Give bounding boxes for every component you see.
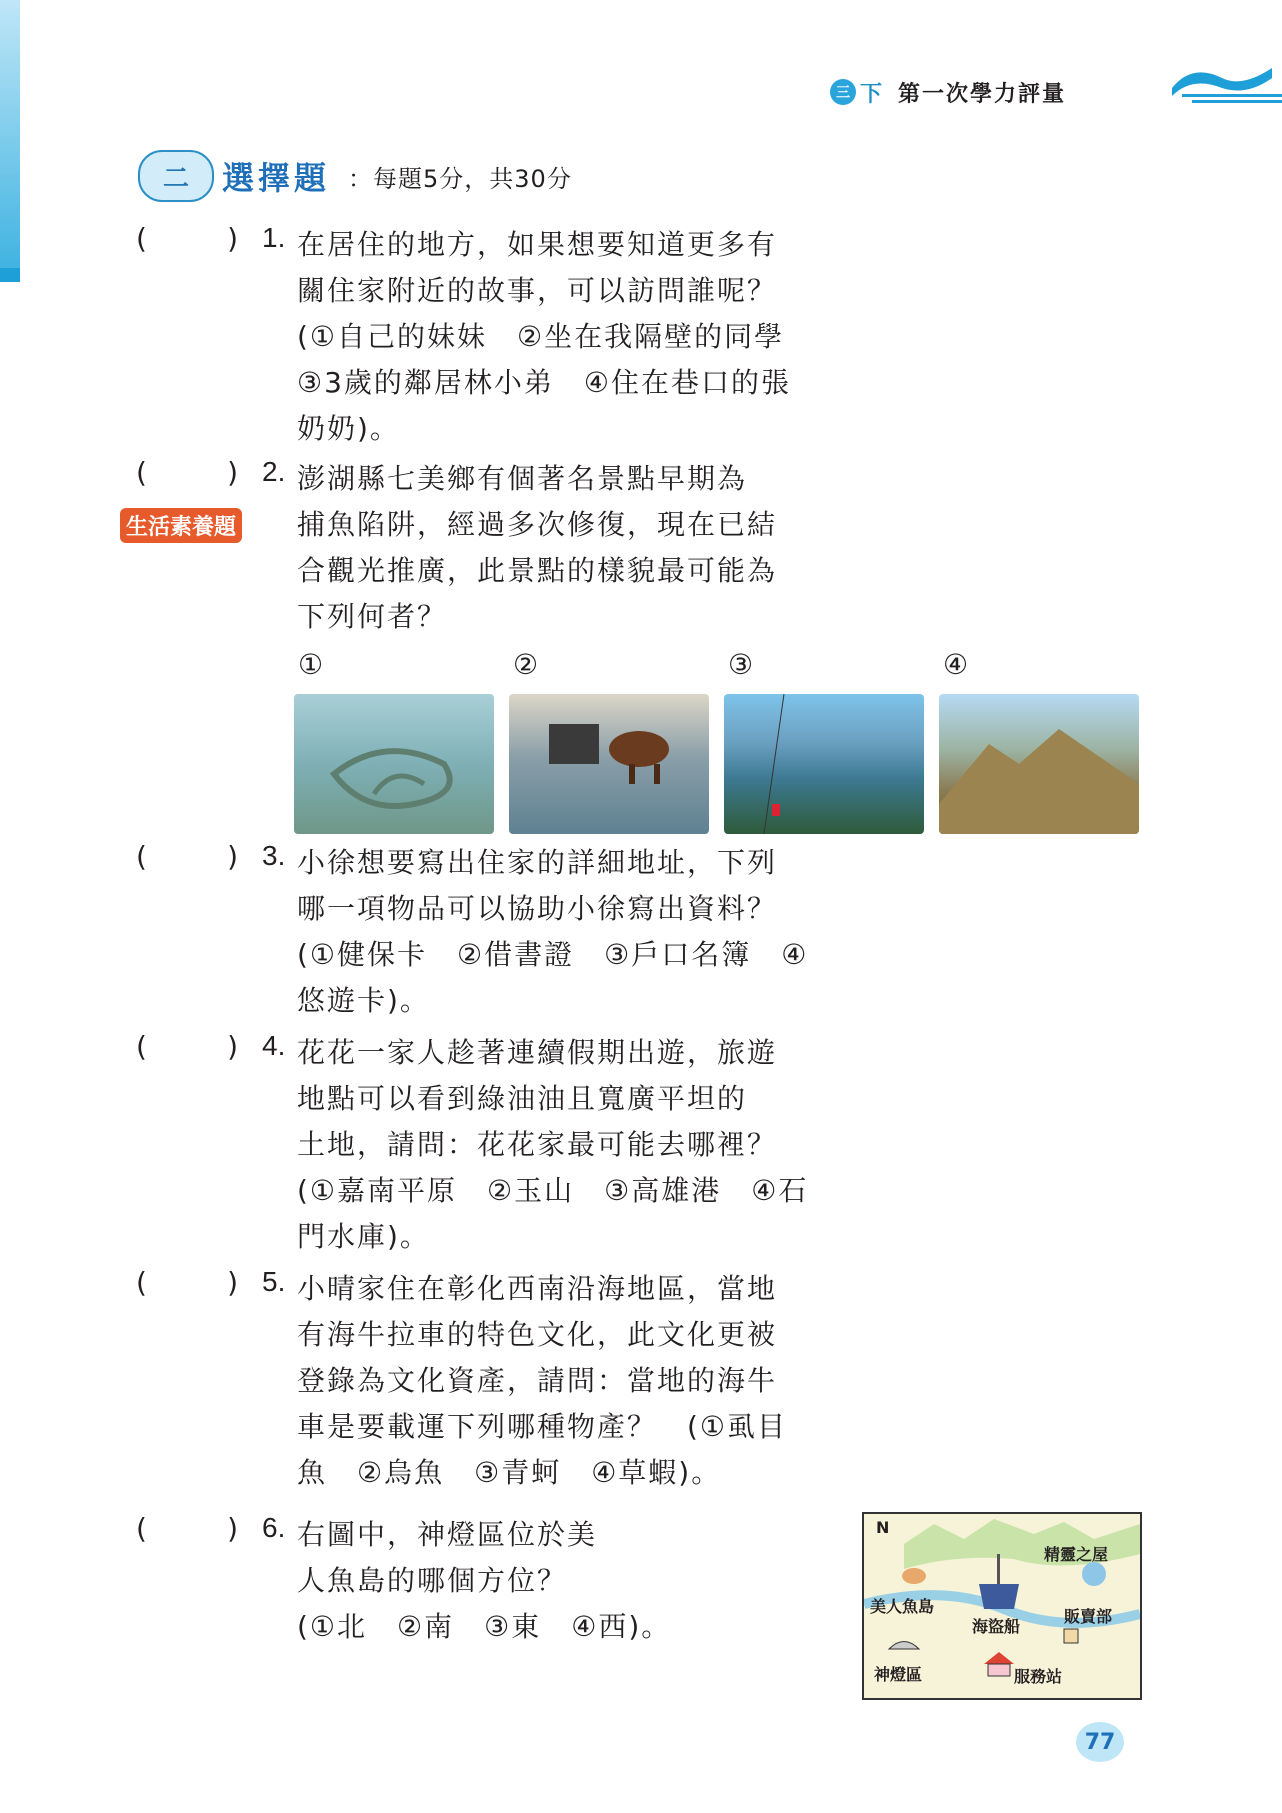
- question-line: 哪一項物品可以協助小徐寫出資料？: [297, 892, 778, 925]
- map-label-spirit-house: 精靈之屋: [1044, 1545, 1109, 1564]
- photo-options: [294, 694, 1140, 834]
- question-text: [297, 222, 1143, 452]
- question-line: 右圖中，神燈區位於美: [297, 1518, 598, 1551]
- question-line: (①自己的妹妹 ②坐在我隔壁的同學: [297, 320, 785, 353]
- question-line: (①嘉南平原 ②玉山 ③高雄港 ④石: [297, 1174, 809, 1207]
- answer-blank[interactable]: ( ): [136, 840, 238, 873]
- amusement-park-map: [862, 1512, 1142, 1700]
- photo-label: ①: [298, 648, 324, 681]
- question-line: 澎湖縣七美鄉有個著名景點早期為: [297, 462, 748, 495]
- photo-mountain: [939, 694, 1139, 834]
- question-line: 關住家附近的故事，可以訪問誰呢？: [297, 274, 778, 307]
- grade-badge: 三: [830, 79, 856, 105]
- question-line: 捕魚陷阱，經過多次修復，現在已結: [297, 508, 778, 541]
- question-number: 6.: [262, 1512, 286, 1543]
- question-text: [297, 1266, 1143, 1496]
- question-line: 小晴家住在彰化西南沿海地區，當地: [297, 1272, 778, 1305]
- question-number: 3.: [262, 840, 286, 871]
- question-line: (①健保卡 ②借書證 ③戶口名簿 ④: [297, 938, 809, 971]
- question-number: 4.: [262, 1030, 286, 1061]
- section-title: 選擇題: [222, 159, 331, 197]
- question-line: 小徐想要寫出住家的詳細地址，下列: [297, 846, 778, 879]
- photo-lake-cable-car: [724, 694, 924, 834]
- question-text: [297, 1512, 837, 1650]
- photo-option-labels: [298, 648, 1140, 682]
- answer-blank[interactable]: ( ): [136, 456, 238, 489]
- page-header: [830, 72, 1066, 112]
- question-line: 奶奶)。: [297, 412, 400, 445]
- question-line: 下列何者？: [297, 600, 448, 633]
- question-line: 合觀光推廣，此景點的樣貌最可能為: [297, 554, 778, 587]
- question-line: 人魚島的哪個方位？: [297, 1564, 568, 1597]
- left-tab-marker: [0, 268, 20, 282]
- section-heading: [138, 150, 572, 202]
- cable-car-icon: [724, 694, 924, 834]
- answer-blank[interactable]: ( ): [136, 1266, 238, 1299]
- question-line: 悠遊卡)。: [297, 984, 430, 1017]
- question-line: 登錄為文化資產，請問：當地的海牛: [297, 1364, 778, 1397]
- literacy-tag-badge: 生活素養題: [120, 508, 242, 543]
- map-label-shop: 販賣部: [1064, 1607, 1113, 1626]
- grade-text: 下: [860, 81, 883, 107]
- map-label-mermaid-island: 美人魚島: [870, 1597, 935, 1616]
- answer-blank[interactable]: ( ): [136, 1512, 238, 1545]
- map-label-pirate-ship: 海盜船: [972, 1617, 1021, 1636]
- photo-label: ②: [513, 648, 539, 681]
- map-label-service-station: 服務站: [1014, 1667, 1063, 1686]
- map-north-label: N: [876, 1518, 890, 1537]
- section-score-info: ：每題5分，共30分: [348, 164, 572, 193]
- left-decorative-stripe: [0, 0, 20, 282]
- whale-wave-decoration-icon: [1162, 58, 1282, 108]
- answer-blank[interactable]: ( ): [136, 1030, 238, 1063]
- question-text: [297, 456, 1143, 640]
- question-line: (①北 ②南 ③東 ④西)。: [297, 1610, 672, 1643]
- question-text: [297, 1030, 1143, 1260]
- question-line: 有海牛拉車的特色文化，此文化更被: [297, 1318, 778, 1351]
- photo-ox-cart: [509, 694, 709, 834]
- stone-weir-icon: [294, 694, 494, 834]
- page-number: 77: [1076, 1722, 1124, 1762]
- photo-stone-weir: [294, 694, 494, 834]
- question-line: 車是要載運下列哪種物產？ (①虱目: [297, 1410, 788, 1443]
- question-line: ③3歲的鄰居林小弟 ④住在巷口的張: [297, 366, 792, 399]
- question-number: 1.: [262, 222, 286, 253]
- question-text: [297, 840, 1143, 1024]
- exam-title: 第一次學力評量: [898, 81, 1067, 107]
- question-line: 魚 ②烏魚 ③青蚵 ④草蝦)。: [297, 1456, 722, 1489]
- question-line: 在居住的地方，如果想要知道更多有: [297, 228, 778, 261]
- question-line: 門水庫)。: [297, 1220, 430, 1253]
- photo-label: ④: [943, 648, 969, 681]
- question-line: 地點可以看到綠油油且寬廣平坦的: [297, 1082, 748, 1115]
- map-label-lamp-area: 神燈區: [874, 1665, 923, 1684]
- photo-label: ③: [728, 648, 754, 681]
- question-number: 5.: [262, 1266, 286, 1297]
- question-line: 土地，請問：花花家最可能去哪裡？: [297, 1128, 778, 1161]
- section-number-badge: 二: [138, 150, 214, 202]
- question-line: 花花一家人趁著連續假期出遊，旅遊: [297, 1036, 778, 1069]
- ox-cart-icon: [509, 694, 709, 834]
- mountain-icon: [939, 694, 1139, 834]
- answer-blank[interactable]: ( ): [136, 222, 238, 255]
- question-number: 2.: [262, 456, 286, 487]
